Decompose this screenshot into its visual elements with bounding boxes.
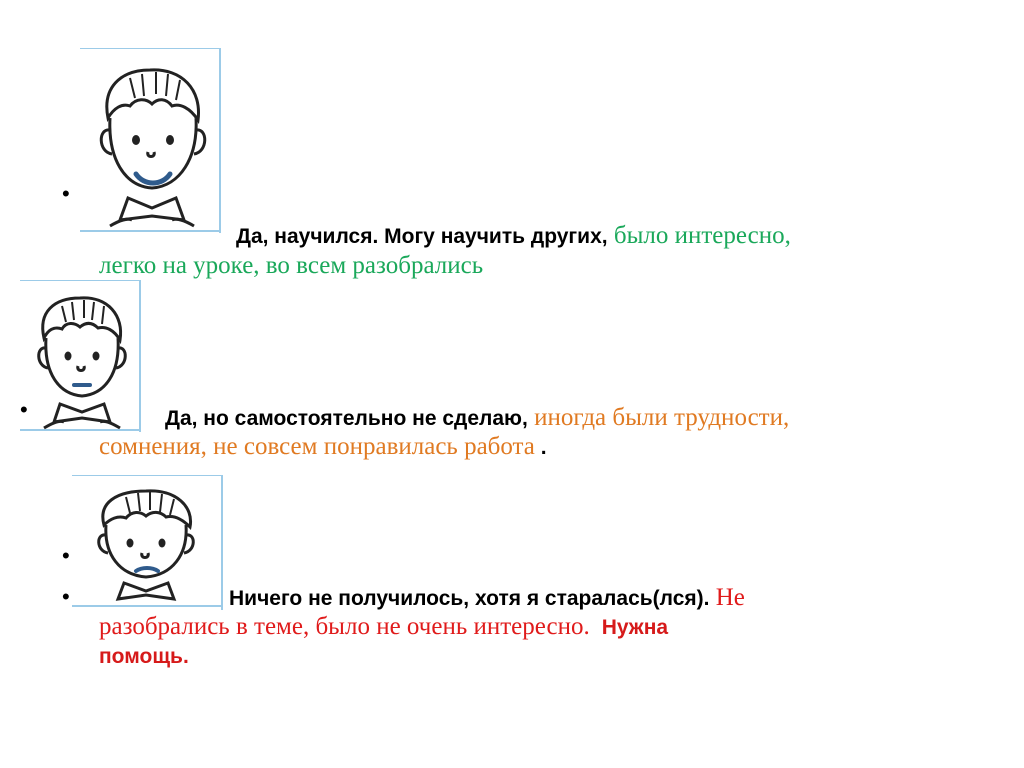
item-1-lead: Да, научился. Могу научить других, xyxy=(236,225,608,248)
item-2-period: . xyxy=(534,436,547,459)
item-1-text: было интересно, xyxy=(607,222,791,249)
item-3-line-1 xyxy=(229,584,745,612)
item-1-line-2: легко на уроке, во всем разобрались xyxy=(99,252,484,279)
item-2-text-2: сомнения, не совсем понравилась работа xyxy=(99,433,535,460)
sad-face-icon xyxy=(72,475,227,610)
item-3-lead: Ничего не получилось, хотя я старалась(лся). xyxy=(229,587,710,610)
item-3-text: Не xyxy=(709,584,745,611)
bullet: • xyxy=(62,543,70,568)
item-2-line-2 xyxy=(99,433,547,461)
item-2-text: иногда были трудности, xyxy=(527,404,790,431)
item-3-help: Нужна xyxy=(601,616,669,639)
bullet: • xyxy=(20,397,28,422)
item-3-line-2 xyxy=(99,613,668,641)
neutral-face-icon xyxy=(20,280,145,432)
item-3-text-2: разобрались в теме, было не очень интересно. xyxy=(99,613,590,640)
item-3-line-3: помощь. xyxy=(99,645,189,668)
bullet: • xyxy=(62,584,70,609)
happy-face-icon xyxy=(80,48,225,233)
item-1-line-1 xyxy=(236,222,791,250)
item-2-lead: Да, но самостоятельно не сделаю, xyxy=(165,407,528,430)
item-2-line-1 xyxy=(165,404,789,432)
bullet: • xyxy=(62,181,70,206)
